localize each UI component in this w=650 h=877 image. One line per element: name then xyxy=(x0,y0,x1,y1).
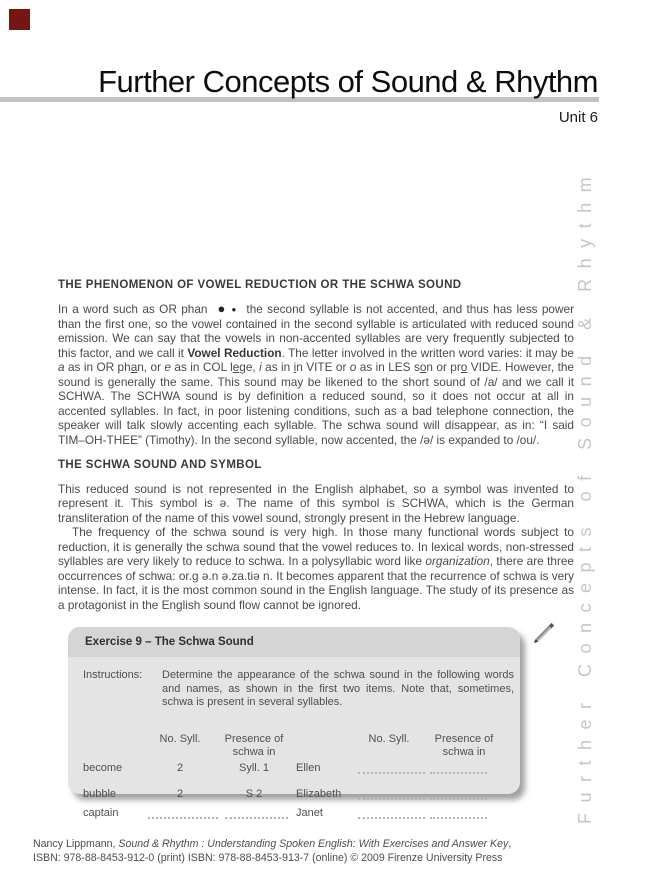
col-header-presence-left-line1: Presence of xyxy=(224,733,284,745)
instructions-label: Instructions: xyxy=(83,669,143,681)
paragraph-group-schwa-symbol xyxy=(58,482,574,612)
answer-blank-elizabeth-presence xyxy=(430,788,487,800)
become-no-syll: 2 xyxy=(176,762,184,774)
exercise-title: Exercise 9 – The Schwa Sound xyxy=(68,627,520,657)
exercise-body xyxy=(68,657,520,819)
answer-blank-elizabeth-syll xyxy=(358,788,425,800)
exercise-box xyxy=(68,627,520,819)
footer-isbn: ISBN: 978-88-8453-912-0 (print) ISBN: 978-88-8453-913-7 (online) © 2009 Firenze University Press xyxy=(33,851,503,864)
col-header-presence-right-line2: schwa in xyxy=(442,746,486,758)
section-heading-vowel-reduction: THE PHENOMENON OF VOWEL REDUCTION OR THE SCHWA SOUND xyxy=(58,279,462,291)
col-header-no-syll-right: No. Syll. xyxy=(368,733,410,745)
answer-blank-captain-presence xyxy=(225,807,288,819)
name-janet: Janet xyxy=(296,807,323,819)
section-heading-schwa-symbol: THE SCHWA SOUND AND SYMBOL xyxy=(58,459,262,471)
answer-blank-janet-syll xyxy=(358,807,425,819)
word-bubble: bubble xyxy=(83,788,117,800)
unit-label: Unit 6 xyxy=(558,109,598,126)
name-ellen: Ellen xyxy=(296,762,321,774)
footer-citation: Nancy Lippmann, Sound & Rhythm : Understanding Spoken English: With Exercises and Answer Key, xyxy=(33,838,512,850)
paragraph-vowel-reduction: In a word such as OR phan ● ● the second syllable is not accented, and thus has less power than the first one, so the vowel contained in the second syllable is articulated with reduced sound emission. We can say that the vowels in non-accented syllables are very frequently subjected to this factor, and we call it Vowel Reduction. The letter involved in the written word varies: it may be a as in OR phan, or e as in COL lege, i as in in VITE or o as in LES son or pro VIDE. However, the sound is generally the same. This sound may be likened to the short sound of /a/ and we call it SCHWA. The SCHWA sound is by definition a reduced sound, so it does not occur at all in accented syllables. In fact, in poor listening conditions, such as a bad telephone connection, the speaker will talk slowly accenting each syllable. The schwa sound will disappear, as in: “I said TIM–OH-THEE” (Timothy). In the second syllable, now accented, the /ə/ is expanded to /ou/. xyxy=(58,301,575,447)
col-header-presence-right-line1: Presence of xyxy=(434,733,494,745)
footer xyxy=(33,838,613,865)
sidebar-vertical-title: Further Concepts of Sound & Rhythm xyxy=(575,166,595,824)
word-become: become xyxy=(83,762,123,774)
answer-blank-ellen-presence xyxy=(430,762,487,774)
paragraph-schwa-frequency: The frequency of the schwa sound is very high. In those many functional words subject to reduction, it is generally the schwa sound that the vowel reduces to. In lexical words, non-stressed syllables are very likely to reduce to schwa. In a polysyllabic word like organization, there are three occurrences of schwa: or.g ə.n ə.za.tiə n. It becomes apparent that the recurrence of schwa is very intense. In fact, it is the most common sound in the English language. The study of its presence as a protagonist in the English sound flow cannot be ignored. xyxy=(58,525,574,612)
word-captain: captain xyxy=(83,807,119,819)
page-title: Further Concepts of Sound & Rhythm xyxy=(98,64,598,99)
instructions-text: Determine the appearance of the schwa sound in the following words and names, as shown in the first two items. Note that, sometimes, schwa is present in several syllables. xyxy=(162,669,514,709)
answer-blank-captain-syll xyxy=(148,807,218,819)
bubble-no-syll: 2 xyxy=(176,788,184,800)
answer-blank-janet-presence xyxy=(430,807,487,819)
answer-blank-ellen-syll xyxy=(358,762,425,774)
corner-marker xyxy=(9,9,30,30)
col-header-presence-left-line2: schwa in xyxy=(232,746,276,758)
paragraph-schwa-symbol: This reduced sound is not represented in the English alphabet, so a symbol was invented to represent it. This symbol is ə. The name of this symbol is SCHWA, which is the German transliteration of the name of this vowel sound, strongly present in the Hebrew language. xyxy=(58,482,574,525)
pencil-icon xyxy=(530,619,558,647)
col-header-no-syll-left: No. Syll. xyxy=(159,733,201,745)
bubble-presence: S 2 xyxy=(245,788,263,800)
become-presence: Syll. 1 xyxy=(239,762,269,774)
name-elizabeth: Elizabeth xyxy=(296,788,342,800)
